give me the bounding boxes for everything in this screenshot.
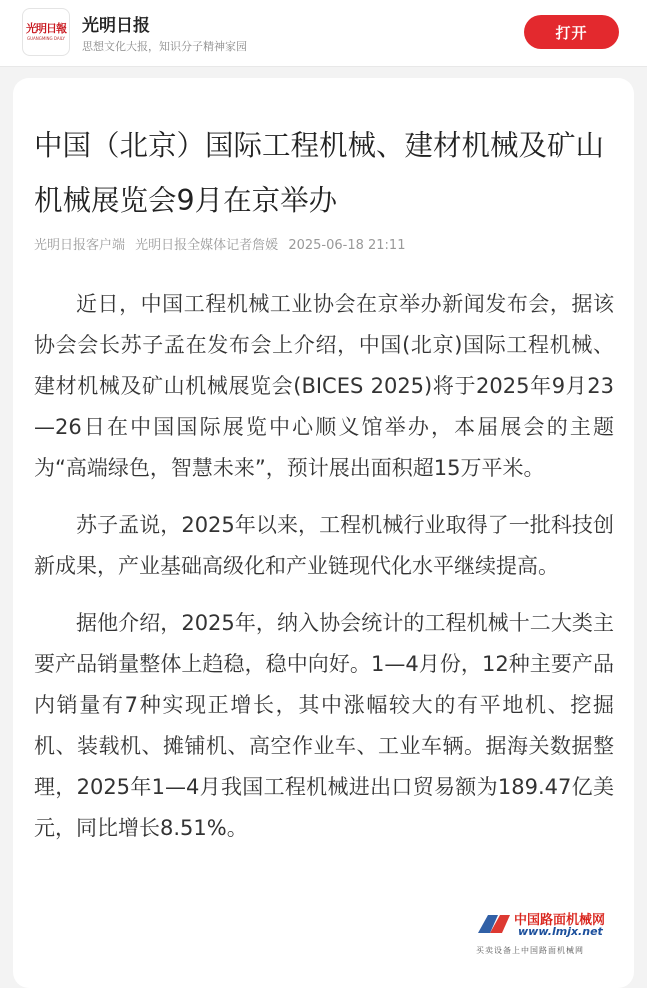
app-slogan: 思想文化大报，知识分子精神家园 — [82, 40, 247, 53]
article-paragraph: 苏子孟说，2025年以来，工程机械行业取得了一批科技创新成果，产业基础高级化和产业链现代化水平继续提高。 — [34, 513, 614, 578]
article-datetime: 2025-06-18 21:11 — [288, 238, 406, 253]
watermark-sub: 买卖设备上中国路面机械网 — [476, 946, 584, 955]
article-source[interactable]: 光明日报客户端 — [34, 238, 126, 253]
logo-subtext: GUANGMING DAILY — [27, 36, 65, 41]
logo-mark: 光明日報 — [26, 22, 66, 35]
app-download-bar — [0, 0, 647, 67]
article-paragraph: 据他介绍，2025年，纳入协会统计的工程机械十二大类主要产品销量整体上趋稳，稳中向好。1—4月份，12种主要产品内销量有7种实现正增长，其中涨幅较大的有平地机、挖掘机、装载机、摊铺机、高空作业车、工业车辆。据海关数据整理，2025年1—4月我国工程机械进出口贸易额为189.47亿美元，同比增长8.51%。 — [34, 611, 614, 840]
article-card — [13, 78, 634, 988]
article-title: 中国（北京）国际工程机械、建材机械及矿山机械展览会9月在京举办 — [34, 129, 605, 217]
watermark-cn: 中国路面机械网 — [514, 913, 606, 928]
article-author: 光明日报全媒体记者詹媛 — [135, 238, 279, 253]
article-body — [34, 284, 614, 865]
watermark-en: www.lmjx.net — [518, 925, 603, 938]
app-logo — [22, 8, 70, 56]
open-app-button[interactable]: 打开 — [524, 15, 619, 49]
app-name: 光明日报 — [82, 16, 150, 36]
article-paragraph: 近日，中国工程机械工业协会在京举办新闻发布会，据该协会会长苏子孟在发布会上介绍，中国(北京)国际工程机械、建材机械及矿山机械展览会(BICES 2025)将于2025年9月23—26日在中国国际展览中心顺义馆举办，本届展会的主题为“高端绿色，智慧未来”，预计展出面积超15万平米。 — [34, 292, 614, 480]
site-watermark — [476, 905, 642, 965]
article-meta — [34, 234, 411, 253]
watermark-logo-icon — [476, 909, 512, 939]
